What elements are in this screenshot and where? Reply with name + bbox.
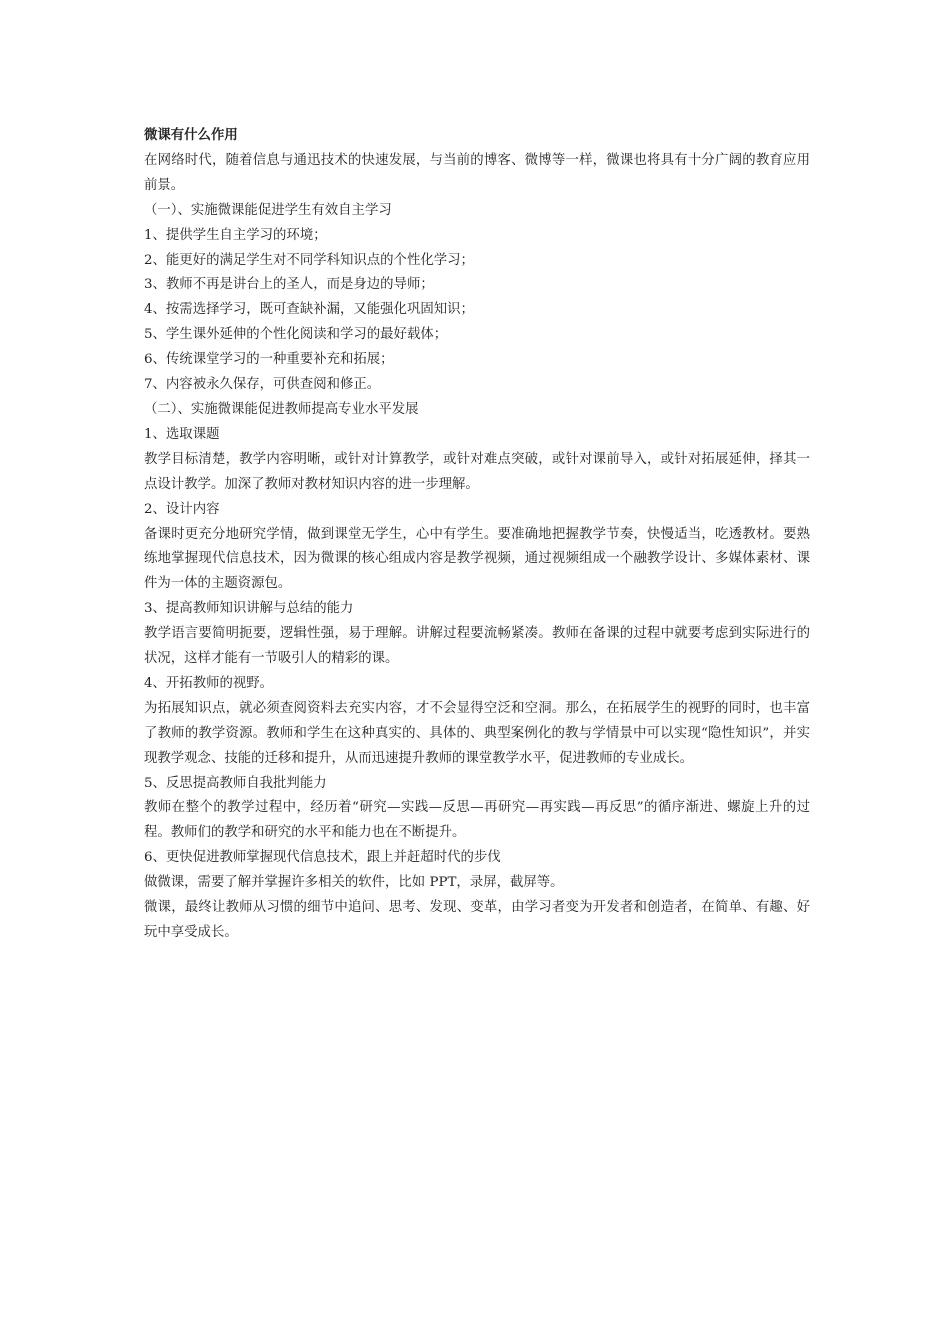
subheading: 4、开拓教师的视野。 — [144, 675, 274, 691]
closing-paragraph: 微课，最终让教师从习惯的细节中追问、思考、发现、变革，由学习者变为开发者和创造者，在简单、有趣、好玩中享受成长。 — [144, 900, 810, 940]
body-paragraph: 做微课，需要了解并掌握许多相关的软件，比如 PPT，录屏，截屏等。 — [144, 875, 564, 891]
section-heading-1: （一）、实施微课能促进学生有效自主学习 — [144, 202, 392, 218]
body-paragraph: 为拓展知识点，就必须查阅资料去充实内容，才不会显得空泛和空洞。那么，在拓展学生的视野的同时，也丰富了教师的教学资源。教师和学生在这种真实的、具体的、典型案例化的教与学情景中可以实现“隐性知识”，并实现教学观念、技能的迁移和提升，从而迅速提升教师的课堂教学水平，促进教师的专业成长。 — [144, 700, 810, 766]
document-title: 微课有什么作用 — [144, 128, 238, 143]
body-paragraph: 教师在整个的教学过程中，经历着“研究—实践—反思—再研究—再实践—再反思”的循序渐进、螺旋上升的过程。教师们的教学和研究的水平和能力也在不断提升。 — [144, 800, 810, 841]
body-paragraph: 教学目标清楚，教学内容明晰，或针对计算教学，或针对难点突破，或针对课前导入，或针对拓展延伸，择其一点设计教学。加深了教师对教材知识内容的进一步理解。 — [144, 451, 810, 492]
list-item: 4、按需选择学习，既可查缺补漏，又能强化巩固知识； — [144, 302, 474, 318]
list-item: 1、提供学生自主学习的环境； — [144, 227, 327, 243]
subheading: 6、更快促进教师掌握现代信息技术，跟上并赶超时代的步伐 — [144, 850, 501, 866]
subheading: 1、选取课题 — [144, 426, 220, 442]
subheading: 5、反思提高教师自我批判能力 — [144, 775, 327, 791]
list-item: 5、学生课外延伸的个性化阅读和学习的最好载体； — [144, 327, 448, 343]
list-item: 3、教师不再是讲台上的圣人，而是身边的导师； — [144, 277, 434, 293]
section-heading-2: （二）、实施微课能促进教师提高专业水平发展 — [144, 401, 419, 417]
list-item: 7、内容被永久保存，可供查阅和修正。 — [144, 377, 381, 393]
list-item: 6、传统课堂学习的一种重要补充和拓展； — [144, 352, 394, 368]
subheading: 3、提高教师知识讲解与总结的能力 — [144, 601, 354, 617]
document-body — [144, 124, 810, 946]
intro-paragraph: 在网络时代，随着信息与通迅技术的快速发展，与当前的博客、微博等一样，微课也将具有十分广阔的教育应用前景。 — [144, 152, 810, 193]
body-paragraph: 备课时更充分地研究学情，做到课堂无学生，心中有学生。要准确地把握教学节奏，快慢适当，吃透教材。要熟练地掌握现代信息技术，因为微课的核心组成内容是教学视频，通过视频组成一个融教学设计、多媒体素材、课件为一体的主题资源包。 — [144, 526, 810, 592]
subheading: 2、设计内容 — [144, 501, 220, 517]
body-paragraph: 教学语言要简明扼要，逻辑性强，易于理解。讲解过程要流畅紧凑。教师在备课的过程中就要考虑到实际进行的状况，这样才能有一节吸引人的精彩的课。 — [144, 626, 810, 667]
list-item: 2、能更好的满足学生对不同学科知识点的个性化学习； — [144, 252, 474, 268]
